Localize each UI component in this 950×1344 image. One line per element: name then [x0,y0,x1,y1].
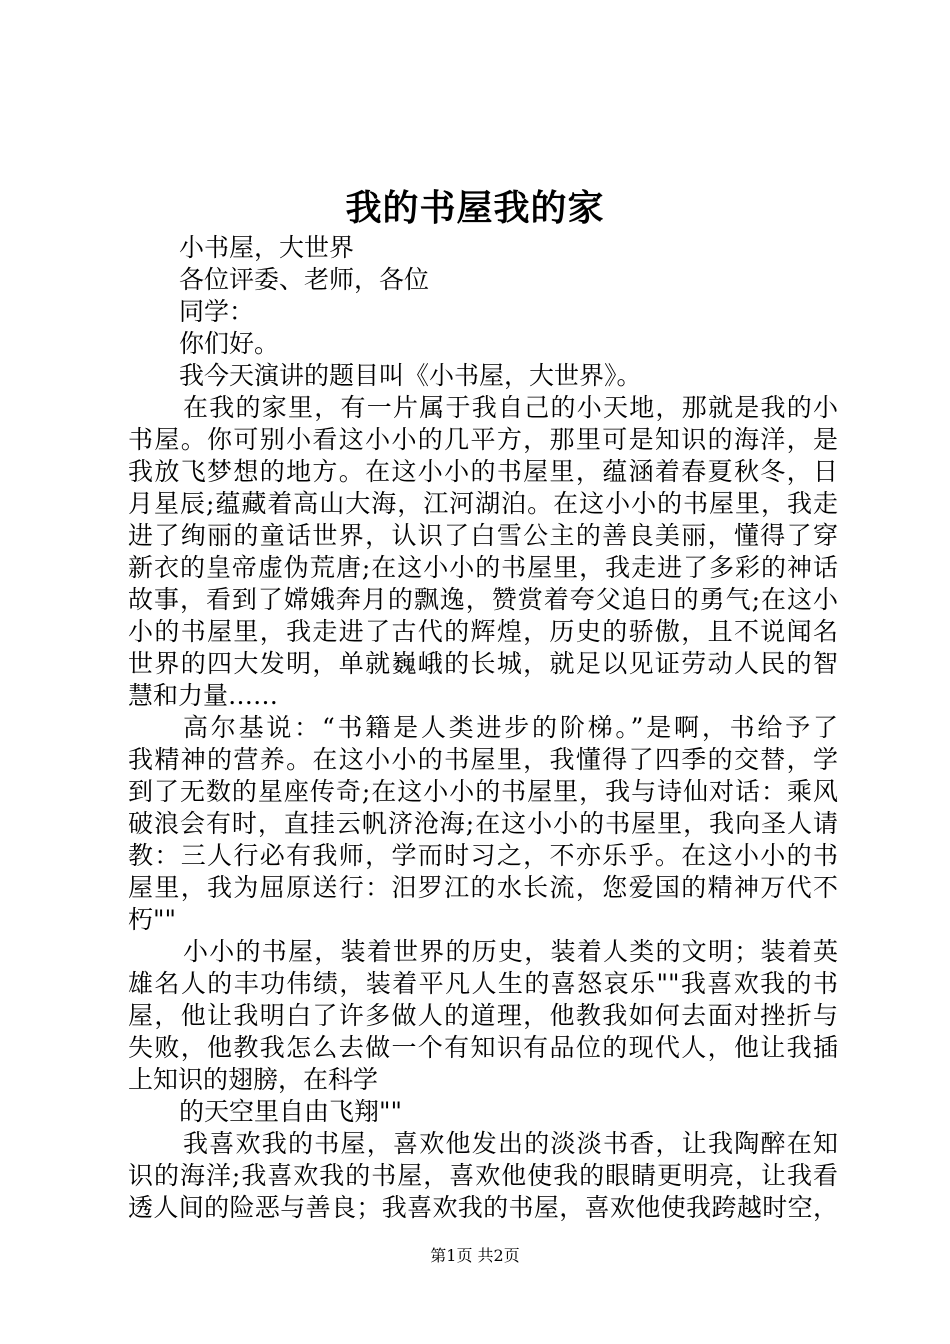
text-line: 各位评委、老师，各位 [179,265,430,294]
text-line: 我精神的营养。在这小小的书屋里，我懂得了四季的交替，学 [128,745,838,774]
text-line: 到了无数的星座传奇;在这小小的书屋里，我与诗仙对话：乘风 [128,777,838,806]
text-line: 月星辰;蕴藏着高山大海，江河湖泊。在这小小的书屋里，我走 [128,489,838,518]
text-line: 同学： [179,297,255,326]
page-footer: 第1页 共2页 [430,1246,520,1265]
text-line: 小的书屋里，我走进了古代的辉煌，历史的骄傲，且不说闻名 [128,617,838,646]
text-line: 小书屋，大世界 [179,233,355,262]
text-line: 屋，他让我明白了许多做人的道理，他教我如何去面对挫折与 [128,1001,838,1030]
text-line: 世界的四大发明，单就巍峨的长城，就足以见证劳动人民的智 [128,649,838,678]
text-line: 进了绚丽的童话世界，认识了白雪公主的善良美丽，懂得了穿 [128,521,838,550]
text-line: 我今天演讲的题目叫《小书屋，大世界》。 [179,361,642,390]
text-line: 破浪会有时，直挂云帆济沧海;在这小小的书屋里，我向圣人请 [128,809,838,838]
text-line: 教：三人行必有我师，学而时习之，不亦乐乎。在这小小的书 [128,841,838,870]
text-line: 故事，看到了嫦娥奔月的飘逸，赞赏着夸父追日的勇气;在这小 [128,585,838,614]
text-line: 你们好。 [179,329,280,358]
text-line: 透人间的险恶与善良；我喜欢我的书屋，喜欢他使我跨越时空， [128,1193,838,1222]
text-line: 雄名人的丰功伟绩，装着平凡人生的喜怒哀乐""我喜欢我的书 [128,969,838,998]
text-line: 新衣的皇帝虚伪荒唐;在这小小的书屋里，我走进了多彩的神话 [128,553,838,582]
text-line: 我放飞梦想的地方。在这小小的书屋里，蕴涵着春夏秋冬，日 [128,457,838,486]
text-line: 上知识的翅膀，在科学 [128,1065,379,1094]
text-line: 的天空里自由飞翔"" [179,1097,402,1126]
text-line: 失败，他教我怎么去做一个有知识有品位的现代人，他让我插 [128,1033,838,1062]
text-line: 小小的书屋，装着世界的历史，装着人类的文明；装着英 [183,937,838,966]
text-line: 书屋。你可别小看这小小的几平方，那里可是知识的海洋，是 [128,425,838,454]
text-line: 高尔基说：“书籍是人类进步的阶梯。”是啊，书给予了 [183,713,838,742]
text-line: 在我的家里，有一片属于我自己的小天地，那就是我的小 [183,393,838,422]
text-line: 识的海洋;我喜欢我的书屋，喜欢他使我的眼睛更明亮，让我看 [128,1161,838,1190]
text-line: 慧和力量…… [128,681,279,710]
document-title: 我的书屋我的家 [345,187,605,229]
text-line: 朽"" [128,905,176,934]
text-line: 屋里，我为屈原送行：汨罗江的水长流，您爱国的精神万代不 [128,873,838,902]
document-body [128,232,838,1224]
text-line: 我喜欢我的书屋，喜欢他发出的淡淡书香，让我陶醉在知 [183,1129,838,1158]
